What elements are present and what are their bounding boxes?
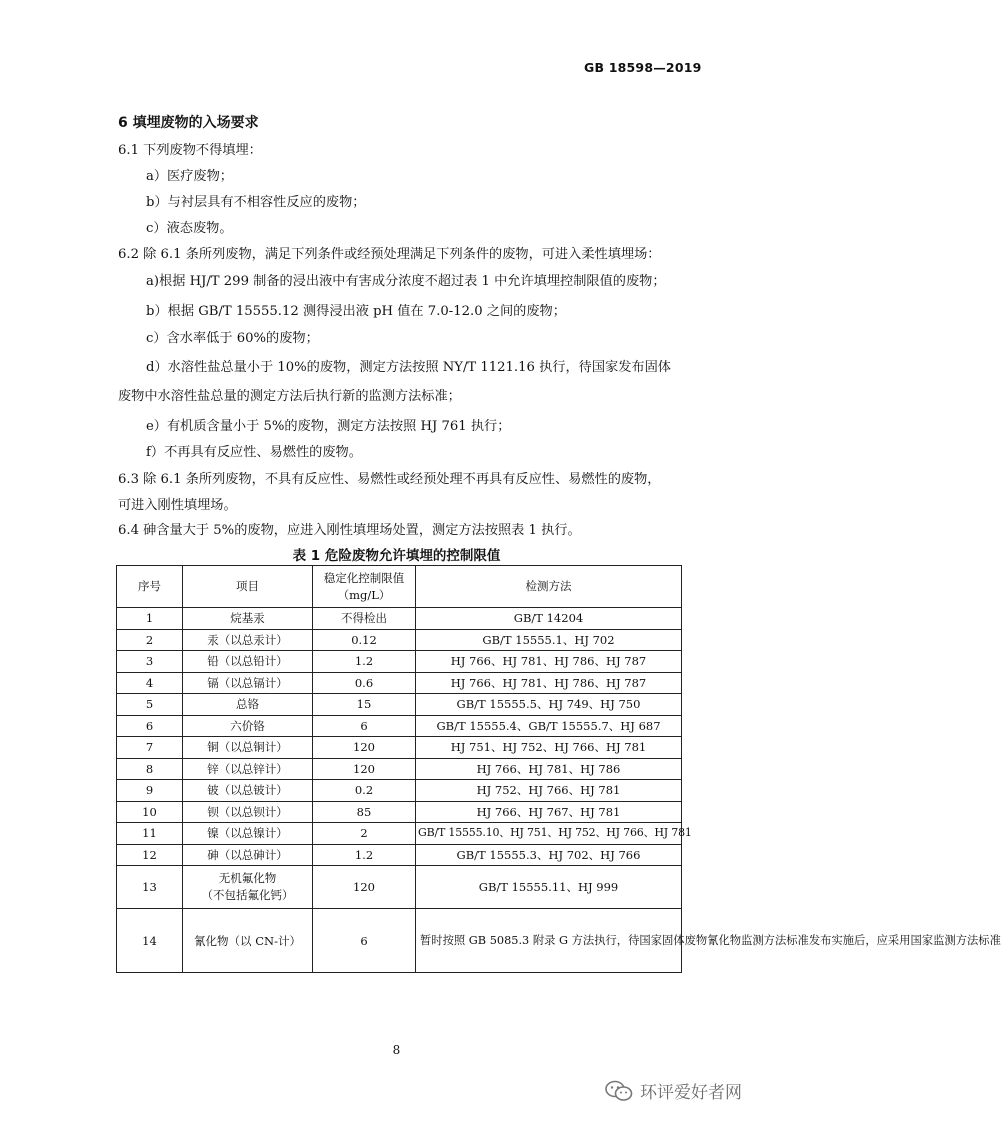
cell-no: 11 (117, 823, 183, 845)
cell-item: 六价铬 (183, 715, 313, 737)
cell-method: HJ 766、HJ 781、HJ 786 (416, 758, 682, 780)
cell-item-line2: （不包括氟化钙） (201, 888, 294, 902)
table-header-row (117, 566, 682, 608)
cell-item-line1: 无机氟化物 (218, 871, 277, 885)
table-row (117, 629, 682, 651)
cell-item: 铅（以总铅计） (183, 651, 313, 673)
cell-method: HJ 766、HJ 767、HJ 781 (416, 801, 682, 823)
table-row (117, 909, 682, 973)
cell-limit: 不得检出 (313, 608, 416, 630)
cell-method: GB/T 14204 (416, 608, 682, 630)
list-item: e）有机质含量小于 5%的废物，测定方法按照 HJ 761 执行； (146, 419, 511, 434)
section-title: 6 填埋废物的入场要求 (118, 115, 259, 131)
cell-limit: 0.6 (313, 672, 416, 694)
list-item: b）根据 GB/T 15555.12 测得浸出液 pH 值在 7.0-12.0 之间的废物； (146, 304, 566, 319)
cell-item: 砷（以总砷计） (183, 844, 313, 866)
cell-limit: 2 (313, 823, 416, 845)
list-item: c）液态废物。 (146, 221, 233, 236)
cell-method: GB/T 15555.3、HJ 702、HJ 766 (416, 844, 682, 866)
cell-item: 镉（以总镉计） (183, 672, 313, 694)
cell-item: 镍（以总镍计） (183, 823, 313, 845)
cell-item: 铜（以总铜计） (183, 737, 313, 759)
table-row (117, 866, 682, 909)
table-row (117, 672, 682, 694)
header-limit (313, 566, 416, 608)
cell-no: 6 (117, 715, 183, 737)
page-number: 8 (392, 1043, 401, 1057)
cell-no: 10 (117, 801, 183, 823)
cell-limit: 120 (313, 758, 416, 780)
paragraph-6-1: 6.1 下列废物不得填埋： (118, 143, 262, 158)
cell-item: 铍（以总铍计） (183, 780, 313, 802)
standard-code: GB 18598—2019 (584, 60, 702, 75)
cell-no: 3 (117, 651, 183, 673)
cell-limit: 120 (313, 737, 416, 759)
cell-method: GB/T 15555.1、HJ 702 (416, 629, 682, 651)
header-no: 序号 (117, 566, 183, 608)
list-item: a）医疗废物； (146, 169, 233, 184)
cell-method: GB/T 15555.10、HJ 751、HJ 752、HJ 766、HJ 781 (416, 823, 682, 845)
list-item: d）水溶性盐总量小于 10%的废物，测定方法按照 NY/T 1121.16 执行，待国家发布固体 (146, 360, 671, 375)
paragraph-6-2: 6.2 除 6.1 条所列废物，满足下列条件或经预处理满足下列条件的废物，可进入柔性填埋场： (118, 247, 661, 262)
cell-item (183, 866, 313, 909)
table-row (117, 844, 682, 866)
cell-no: 8 (117, 758, 183, 780)
table-caption: 表 1 危险废物允许填埋的控制限值 (292, 548, 501, 564)
paragraph-6-3: 6.3 除 6.1 条所列废物，不具有反应性、易燃性或经预处理不再具有反应性、易燃性的废物， (118, 472, 661, 487)
cell-method: HJ 766、HJ 781、HJ 786、HJ 787 (416, 672, 682, 694)
table-row (117, 608, 682, 630)
table-row (117, 801, 682, 823)
cell-item: 烷基汞 (183, 608, 313, 630)
table-row (117, 694, 682, 716)
cell-limit: 6 (313, 909, 416, 973)
cell-no: 9 (117, 780, 183, 802)
header-item: 项目 (183, 566, 313, 608)
cell-item: 锌（以总锌计） (183, 758, 313, 780)
paragraph-6-4: 6.4 砷含量大于 5%的废物，应进入刚性填埋场处置，测定方法按照表 1 执行。 (118, 523, 581, 538)
header-limit-line1: 稳定化控制限值 (323, 570, 405, 585)
cell-item: 氰化物（以 CN-计） (183, 909, 313, 973)
cell-no: 14 (117, 909, 183, 973)
header-limit-unit: （mg/L） (337, 587, 391, 602)
cell-method: 暂时按照 GB 5085.3 附录 G 方法执行，待国家固体废物氰化物监测方法标准发布实施后，应采用国家监测方法标准 (416, 909, 682, 973)
cell-limit: 85 (313, 801, 416, 823)
wechat-icon (604, 1080, 634, 1102)
cell-no: 4 (117, 672, 183, 694)
cell-no: 12 (117, 844, 183, 866)
table-row (117, 737, 682, 759)
table-row (117, 715, 682, 737)
cell-limit: 0.12 (313, 629, 416, 651)
cell-limit: 0.2 (313, 780, 416, 802)
cell-limit: 120 (313, 866, 416, 909)
cell-item: 汞（以总汞计） (183, 629, 313, 651)
list-item-continued: 废物中水溶性盐总量的测定方法后执行新的监测方法标准； (118, 389, 461, 404)
list-item: b）与衬层具有不相容性反应的废物； (146, 195, 366, 210)
watermark-text: 环评爱好者网 (640, 1083, 742, 1103)
cell-limit: 6 (313, 715, 416, 737)
cell-method: GB/T 15555.11、HJ 999 (416, 866, 682, 909)
cell-no: 7 (117, 737, 183, 759)
list-item: f）不再具有反应性、易燃性的废物。 (146, 445, 362, 460)
table-row (117, 651, 682, 673)
cell-item: 总铬 (183, 694, 313, 716)
cell-method: GB/T 15555.5、HJ 749、HJ 750 (416, 694, 682, 716)
control-limits-table (116, 565, 1001, 973)
cell-item: 钡（以总钡计） (183, 801, 313, 823)
table-row (117, 823, 682, 845)
list-item: a)根据 HJ/T 299 制备的浸出液中有害成分浓度不超过表 1 中允许填埋控制限值的废物； (146, 274, 666, 289)
cell-limit: 1.2 (313, 651, 416, 673)
cell-no: 5 (117, 694, 183, 716)
cell-method: HJ 766、HJ 781、HJ 786、HJ 787 (416, 651, 682, 673)
cell-limit: 15 (313, 694, 416, 716)
cell-no: 2 (117, 629, 183, 651)
cell-no: 1 (117, 608, 183, 630)
cell-no: 13 (117, 866, 183, 909)
watermark (604, 1078, 742, 1103)
cell-method: HJ 751、HJ 752、HJ 766、HJ 781 (416, 737, 682, 759)
cell-method: HJ 752、HJ 766、HJ 781 (416, 780, 682, 802)
paragraph-6-3-continued: 可进入刚性填埋场。 (118, 498, 237, 513)
table-row (117, 780, 682, 802)
list-item: c）含水率低于 60%的废物； (146, 331, 319, 346)
table-row (117, 758, 682, 780)
cell-method: GB/T 15555.4、GB/T 15555.7、HJ 687 (416, 715, 682, 737)
header-method: 检测方法 (416, 566, 682, 608)
cell-limit: 1.2 (313, 844, 416, 866)
